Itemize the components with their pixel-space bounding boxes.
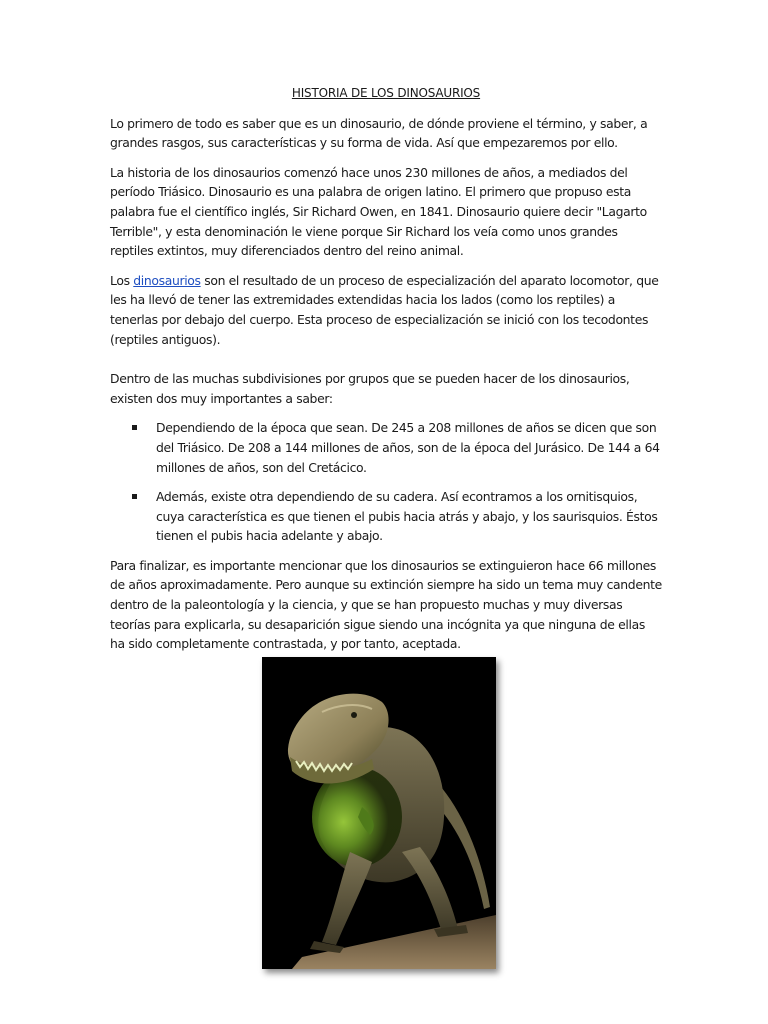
document-title: HISTORIA DE LOS DINOSAURIOS (291, 86, 481, 100)
paragraph-intro: Lo primero de todo es saber que es un dinosaurio, de dónde proviene el término, y saber, a grandes rasgos, sus características y su forma de vida. Así que empezaremos por ello. (110, 115, 648, 151)
paragraph-locomotion-prefix: Los (110, 272, 134, 288)
document-page (110, 84, 662, 664)
paragraph-conclusion: Para finalizar, es importante mencionar que los dinosaurios se extinguieron hace 66 millones de años aproximadamente. Pero aunque su extinción siempre ha sido un tema muy candente dentro de la paleontología y la ciencia, y que se han propuesto muchas y muy diversas teorías para explicarla, su desaparición sigue siendo una incógnita ya que ninguna de ellas ha sido completamente contrastada, y por tanto, aceptada. (110, 557, 662, 652)
square-bullet-icon (132, 425, 137, 430)
paragraph-subdivisions: Dentro de las muchas subdivisiones por grupos que se pueden hacer de los dinosaurios, existen dos muy importantes a saber: (110, 371, 630, 406)
square-bullet-icon (132, 494, 137, 499)
paragraph-locomotion (110, 271, 662, 349)
bullet-list (110, 418, 662, 546)
bullet-item-epoch (110, 418, 662, 477)
bullet-item-hip (110, 487, 662, 546)
bullet-item-epoch-text: Dependiendo de la época que sean. De 245 a 208 millones de años se dicen que son del Triásico. De 208 a 144 millones de años, son de la época del Jurásico. De 144 a 64 millones de años, son del Cretácico. (156, 420, 660, 475)
bullet-item-hip-text: Además, existe otra dependiendo de su cadera. Así econtramos a los ornitisquios, cuya característica es que tienen el pubis hacia atrás y abajo, y los saurisquios. Éstos tienen el pubis hacia adelante y abajo. (156, 489, 658, 544)
tyrannosaurus-icon (262, 657, 496, 969)
paragraph-locomotion-rest: son el resultado de un proceso de especialización del aparato locomotor, que les ha llevó de tener las extremidades extendidas hacia los lados (como los reptiles) a tenerlas por debajo del cuerpo. Esta proceso de especialización se inició con los tecodontes (reptiles antiguos). (110, 272, 659, 347)
dinosaurios-link[interactable]: dinosaurios (133, 272, 201, 288)
paragraph-history: La historia de los dinosaurios comenzó hace unos 230 millones de años, a mediados del período Triásico. Dinosaurio es una palabra de origen latino. El primero que propuso esta palabra fue el científico inglés, Sir Richard Owen, en 1841. Dinosaurio quiere decir "Lagarto Terrible", y esta denominación le viene porque Sir Richard los veía como unos grandes reptiles extintos, muy diferenciados dentro del reino animal. (110, 164, 647, 259)
tyrannosaurus-image (262, 657, 496, 969)
